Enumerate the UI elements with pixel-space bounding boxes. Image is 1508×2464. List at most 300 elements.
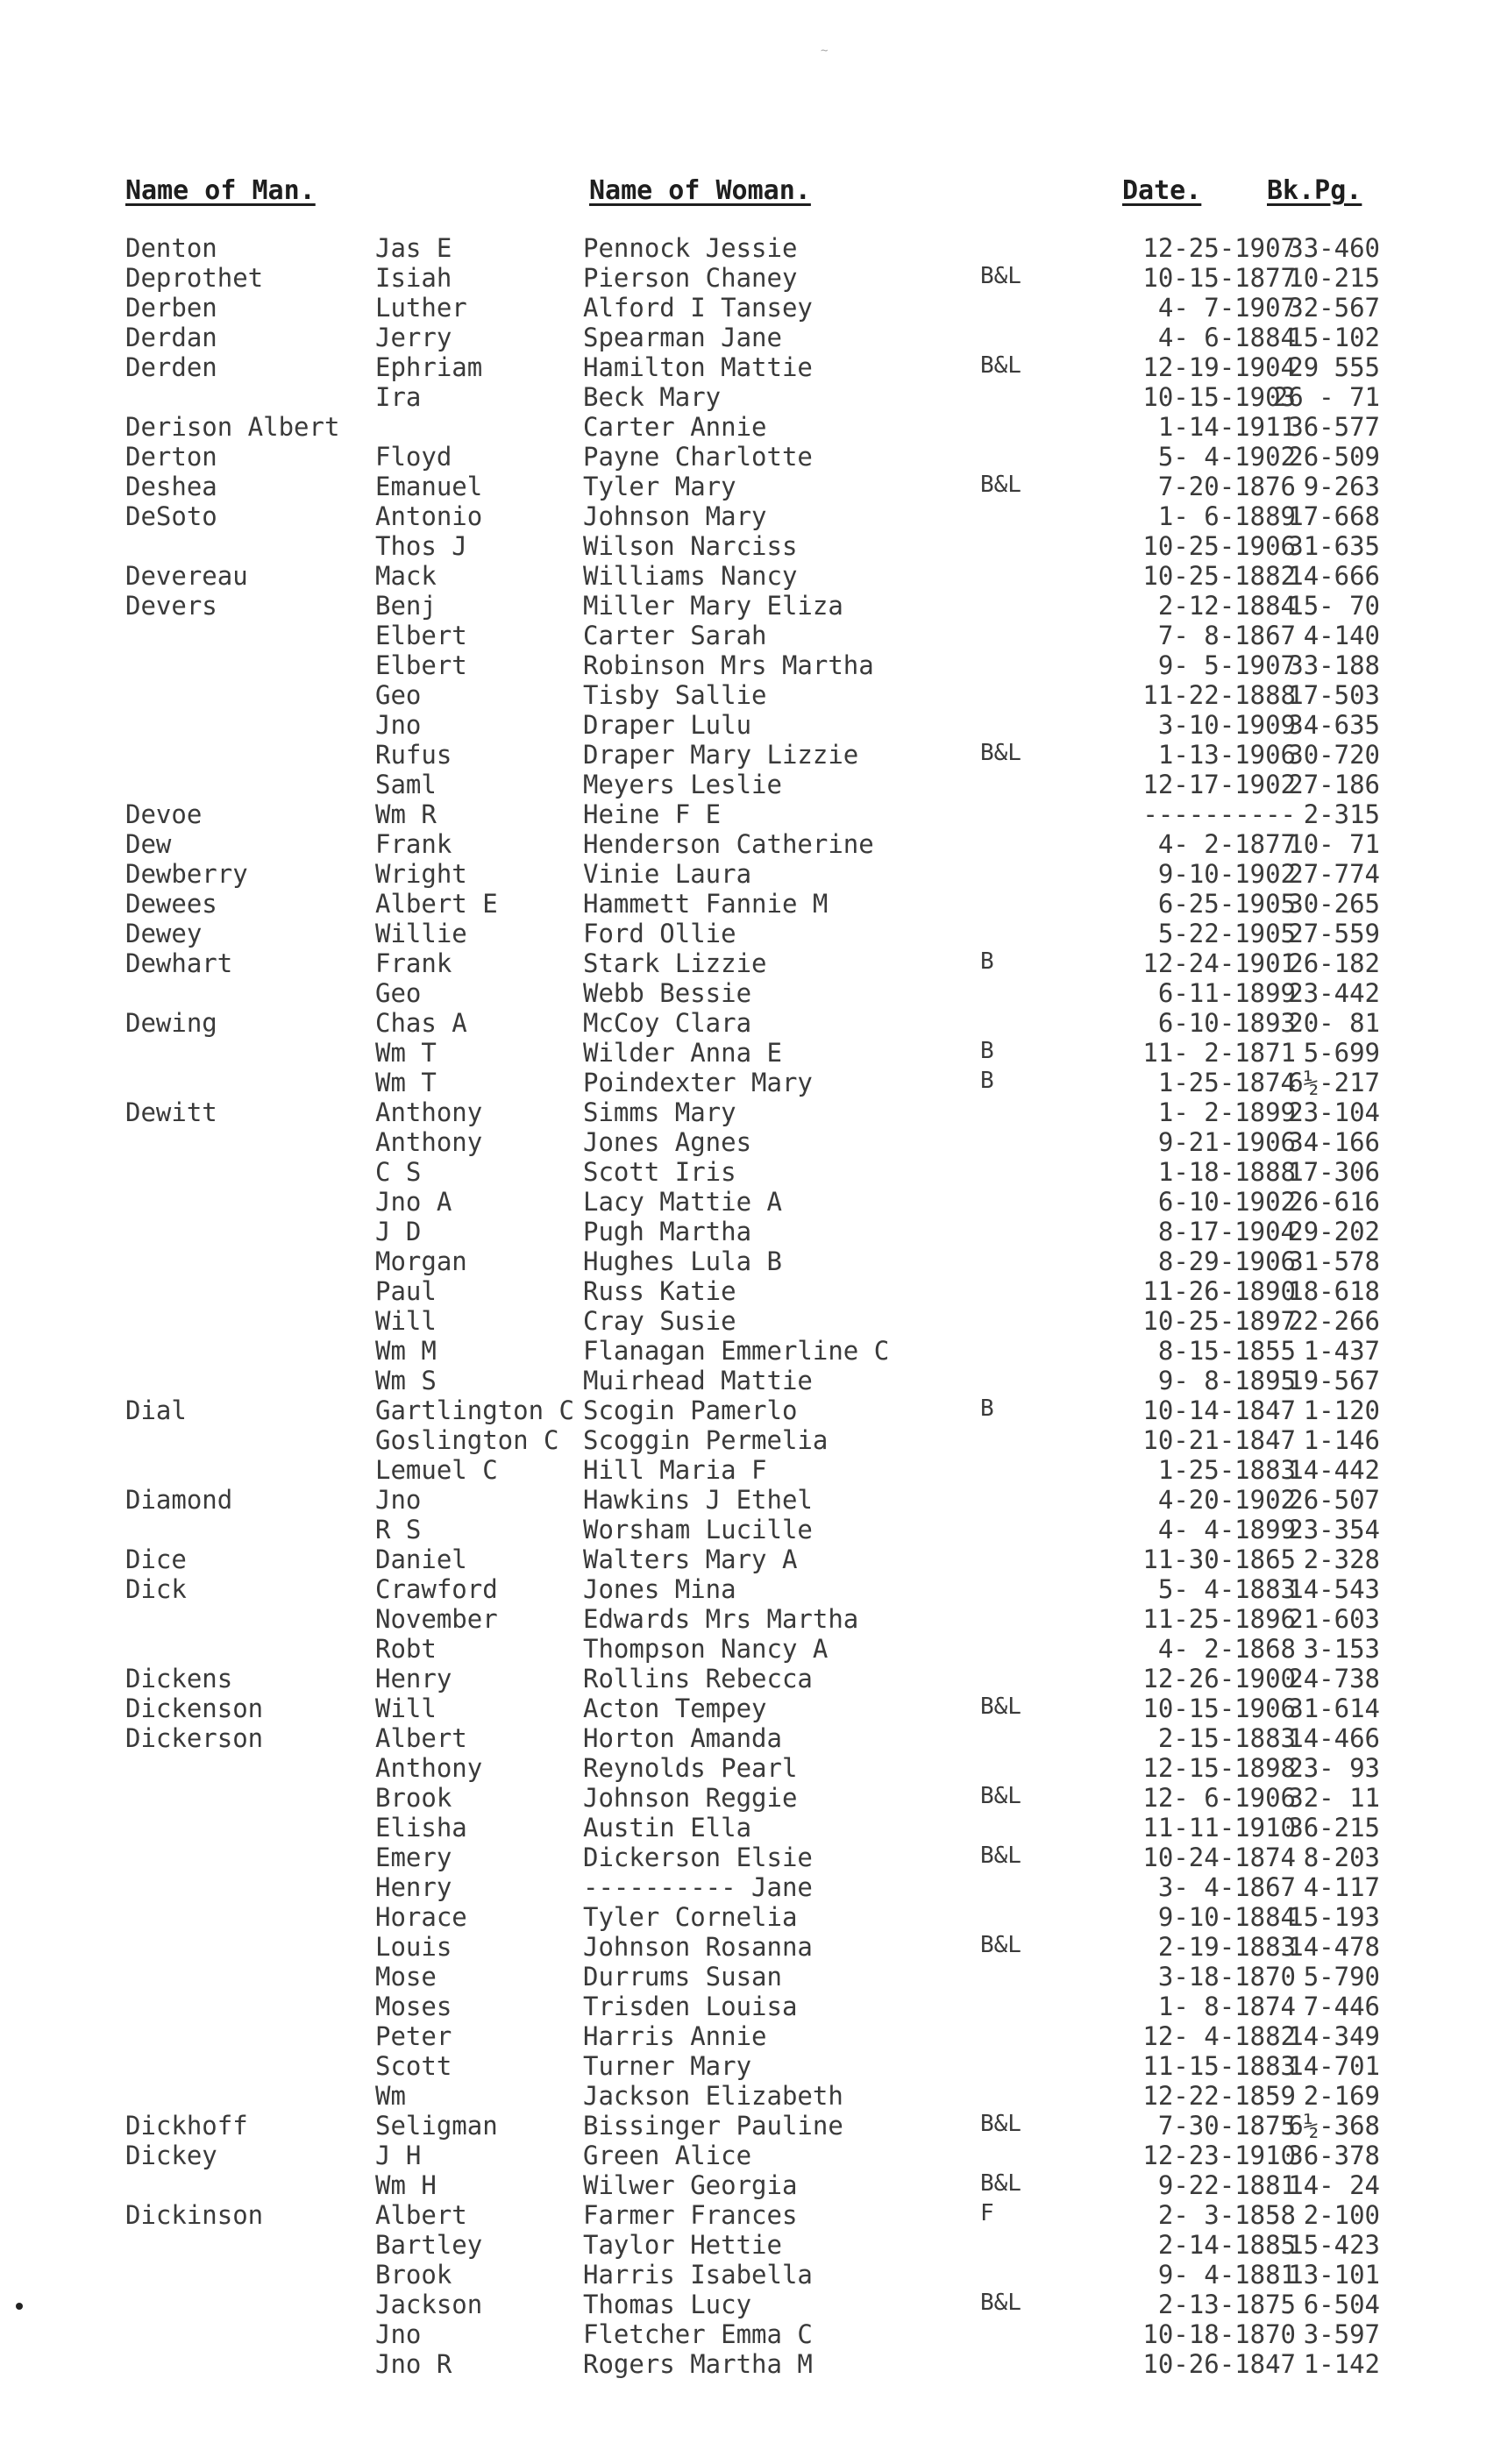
table-row <box>0 591 1508 621</box>
marriage-date: 1-13-1906 <box>1157 740 1296 770</box>
man-given-name: Jno <box>375 710 422 740</box>
woman-name: Walters Mary A <box>583 1544 798 1574</box>
marriage-date: 8-15-1855 <box>1157 1336 1296 1366</box>
man-surname: Derison Albert <box>125 412 340 442</box>
woman-name: Hill Maria F <box>583 1455 767 1485</box>
table-row <box>0 1664 1508 1694</box>
marriage-date: 10-25-1906 <box>1142 531 1296 561</box>
man-given-name: Albert <box>375 2200 467 2230</box>
man-surname: Derdan <box>125 323 217 352</box>
woman-name: Payne Charlotte <box>583 442 813 472</box>
book-page: 26-182 <box>1288 948 1380 978</box>
man-given-name: Isiah <box>375 263 452 293</box>
woman-name: Johnson Mary <box>583 501 767 531</box>
woman-name: Scott Iris <box>583 1157 736 1187</box>
book-page: 24-738 <box>1288 1664 1380 1694</box>
man-surname: Dickinson <box>125 2200 264 2230</box>
man-surname: Diamond <box>125 1485 233 1515</box>
woman-name: Turner Mary <box>583 2051 752 2081</box>
book-page: 14-666 <box>1288 561 1380 591</box>
book-page: 9-263 <box>1303 472 1380 501</box>
top-mark: ~ <box>821 44 829 58</box>
license-mark: B&L <box>980 1843 1021 1869</box>
man-given-name: J D <box>375 1217 422 1246</box>
table-row <box>0 1515 1508 1544</box>
man-surname: Derton <box>125 442 217 472</box>
book-page: 21-603 <box>1288 1604 1380 1634</box>
table-row <box>0 382 1508 412</box>
book-page: 26-509 <box>1288 442 1380 472</box>
woman-name: Bissinger Pauline <box>583 2111 843 2141</box>
marriage-date: 10-25-1882 <box>1142 561 1296 591</box>
man-surname: Dickens <box>125 1664 233 1694</box>
book-page: 14-543 <box>1288 1574 1380 1604</box>
table-row <box>0 1723 1508 1753</box>
man-surname: Dewing <box>125 1008 217 1038</box>
man-given-name: Luther <box>375 293 467 323</box>
table-row <box>0 829 1508 859</box>
woman-name: Dickerson Elsie <box>583 1843 813 1872</box>
book-page: 31-614 <box>1288 1694 1380 1723</box>
table-row <box>0 1306 1508 1336</box>
woman-name: Wilson Narciss <box>583 531 798 561</box>
book-page: 36-215 <box>1288 1813 1380 1843</box>
woman-name: Scoggin Permelia <box>583 1425 829 1455</box>
man-given-name: Wm M <box>375 1336 437 1366</box>
man-given-name: Antonio <box>375 501 483 531</box>
license-mark: B&L <box>980 472 1021 498</box>
table-row <box>0 1127 1508 1157</box>
man-surname: Derben <box>125 293 217 323</box>
book-page: 27-774 <box>1288 859 1380 889</box>
book-page: 30-265 <box>1288 889 1380 919</box>
table-row <box>0 412 1508 442</box>
marriage-date: 6-11-1899 <box>1157 978 1296 1008</box>
marriage-date: ---------- <box>1142 799 1296 829</box>
table-row <box>0 323 1508 352</box>
marriage-date: 5-22-1905 <box>1157 919 1296 948</box>
table-row <box>0 889 1508 919</box>
woman-name: Fletcher Emma C <box>583 2319 813 2349</box>
book-page: 29-202 <box>1288 1217 1380 1246</box>
book-page: 1-120 <box>1303 1395 1380 1425</box>
man-given-name: Willie <box>375 919 467 948</box>
table-row <box>0 561 1508 591</box>
woman-name: Simms Mary <box>583 1097 736 1127</box>
marriage-date: 11-15-1883 <box>1142 2051 1296 2081</box>
woman-name: Ford Ollie <box>583 919 736 948</box>
marriage-date: 10-21-1847 <box>1142 1425 1296 1455</box>
man-given-name: Jno <box>375 2319 422 2349</box>
woman-name: Wilwer Georgia <box>583 2170 798 2200</box>
man-given-name: Albert <box>375 1723 467 1753</box>
table-row <box>0 650 1508 680</box>
book-page: 15-423 <box>1288 2230 1380 2260</box>
book-page: 15-102 <box>1288 323 1380 352</box>
book-page: 31-635 <box>1288 531 1380 561</box>
table-row <box>0 2290 1508 2319</box>
book-page: 14-478 <box>1288 1932 1380 1962</box>
woman-name: ---------- Jane <box>583 1872 813 1902</box>
woman-name: Thompson Nancy A <box>583 1634 829 1664</box>
woman-name: Edwards Mrs Martha <box>583 1604 859 1634</box>
header-name-of-woman: Name of Woman. <box>589 175 811 206</box>
book-page: 5-790 <box>1303 1962 1380 1992</box>
woman-name: Jones Mina <box>583 1574 736 1604</box>
man-given-name: Will <box>375 1306 437 1336</box>
book-page: 23-442 <box>1288 978 1380 1008</box>
man-surname: Dickey <box>125 2141 217 2170</box>
woman-name: Draper Mary Lizzie <box>583 740 859 770</box>
license-mark: B <box>980 1068 994 1094</box>
marriage-date: 7- 8-1867 <box>1157 621 1296 650</box>
table-row <box>0 2260 1508 2290</box>
book-page: 4-140 <box>1303 621 1380 650</box>
table-row <box>0 740 1508 770</box>
woman-name: Poindexter Mary <box>583 1068 813 1097</box>
table-row <box>0 2111 1508 2141</box>
book-page: 26 - 71 <box>1272 382 1380 412</box>
marriage-date: 9- 8-1895 <box>1157 1366 1296 1395</box>
woman-name: Durrums Susan <box>583 1962 782 1992</box>
man-given-name: R S <box>375 1515 422 1544</box>
woman-name: Tisby Sallie <box>583 680 767 710</box>
marriage-date: 2-13-1875 <box>1157 2290 1296 2319</box>
marriage-date: 1-25-1874 <box>1157 1068 1296 1097</box>
man-surname: Dick <box>125 1574 187 1604</box>
marriage-date: 1- 6-1889 <box>1157 501 1296 531</box>
book-page: 1-142 <box>1303 2349 1380 2379</box>
man-given-name: Henry <box>375 1664 452 1694</box>
woman-name: Heine F E <box>583 799 722 829</box>
table-row <box>0 1395 1508 1425</box>
table-row <box>0 352 1508 382</box>
woman-name: Vinie Laura <box>583 859 752 889</box>
woman-name: Rollins Rebecca <box>583 1664 813 1694</box>
woman-name: Flanagan Emmerline C <box>583 1336 890 1366</box>
man-given-name: Peter <box>375 2021 452 2051</box>
book-page: 6½-368 <box>1288 2111 1380 2141</box>
man-given-name: Jno <box>375 1485 422 1515</box>
table-row <box>0 2230 1508 2260</box>
man-surname: Dickenson <box>125 1694 264 1723</box>
woman-name: Hamilton Mattie <box>583 352 813 382</box>
man-given-name: Wm T <box>375 1038 437 1068</box>
table-row <box>0 2081 1508 2111</box>
marriage-date: 9-22-1881 <box>1157 2170 1296 2200</box>
marriage-date: 12-15-1898 <box>1142 1753 1296 1783</box>
table-row <box>0 1902 1508 1932</box>
woman-name: Austin Ella <box>583 1813 752 1843</box>
book-page: 32- 11 <box>1288 1783 1380 1813</box>
woman-name: Hammett Fannie M <box>583 889 829 919</box>
table-row <box>0 978 1508 1008</box>
marriage-date: 7-30-1875 <box>1157 2111 1296 2141</box>
woman-name: Draper Lulu <box>583 710 752 740</box>
man-given-name: Floyd <box>375 442 452 472</box>
table-row <box>0 1008 1508 1038</box>
book-page: 33-460 <box>1288 233 1380 263</box>
table-row <box>0 2200 1508 2230</box>
marriage-date: 4- 6-1884 <box>1157 323 1296 352</box>
table-row <box>0 1276 1508 1306</box>
marriage-date: 6-10-1893 <box>1157 1008 1296 1038</box>
marriage-date: 11-11-1910 <box>1142 1813 1296 1843</box>
man-surname: Dewhart <box>125 948 233 978</box>
woman-name: Jackson Elizabeth <box>583 2081 843 2111</box>
book-page: 34-166 <box>1288 1127 1380 1157</box>
license-mark: B&L <box>980 2170 1021 2197</box>
man-given-name: Brook <box>375 1783 452 1813</box>
table-row <box>0 1485 1508 1515</box>
man-given-name: Jackson <box>375 2290 483 2319</box>
table-row <box>0 2319 1508 2349</box>
woman-name: Rogers Martha M <box>583 2349 813 2379</box>
man-given-name: Anthony <box>375 1097 483 1127</box>
man-given-name: Saml <box>375 770 437 799</box>
license-mark: B&L <box>980 1694 1021 1720</box>
book-page: 2-315 <box>1303 799 1380 829</box>
man-given-name: Ira <box>375 382 422 412</box>
man-given-name: Emanuel <box>375 472 483 501</box>
marriage-date: 9- 4-1881 <box>1157 2260 1296 2290</box>
marriage-date: 7-20-1876 <box>1157 472 1296 501</box>
woman-name: Worsham Lucille <box>583 1515 813 1544</box>
marriage-date: 12-17-1902 <box>1142 770 1296 799</box>
man-given-name: Brook <box>375 2260 452 2290</box>
book-page: 14-442 <box>1288 1455 1380 1485</box>
table-row <box>0 501 1508 531</box>
man-given-name: Moses <box>375 1992 452 2021</box>
marriage-date: 12-19-1904 <box>1142 352 1296 382</box>
license-mark: B <box>980 1038 994 1064</box>
man-surname: Dewees <box>125 889 217 919</box>
book-page: 22-266 <box>1288 1306 1380 1336</box>
book-page: 29 555 <box>1288 352 1380 382</box>
table-row <box>0 2051 1508 2081</box>
table-row <box>0 680 1508 710</box>
man-given-name: Horace <box>375 1902 467 1932</box>
man-given-name: Scott <box>375 2051 452 2081</box>
book-page: 14- 24 <box>1288 2170 1380 2200</box>
man-given-name: Jno A <box>375 1187 452 1217</box>
man-given-name: Benj <box>375 591 437 621</box>
marriage-date: 10-15-1903 <box>1142 382 1296 412</box>
license-mark: B&L <box>980 2290 1021 2316</box>
book-page: 23-354 <box>1288 1515 1380 1544</box>
marriage-date: 1- 2-1899 <box>1157 1097 1296 1127</box>
marriage-date: 10-15-1906 <box>1142 1694 1296 1723</box>
woman-name: Spearman Jane <box>583 323 782 352</box>
table-row <box>0 1455 1508 1485</box>
marriage-date: 2-14-1885 <box>1157 2230 1296 2260</box>
man-surname: Denton <box>125 233 217 263</box>
marriage-date: 12- 4-1882 <box>1142 2021 1296 2051</box>
table-row <box>0 1872 1508 1902</box>
marriage-date: 5- 4-1883 <box>1157 1574 1296 1604</box>
book-page: 19-567 <box>1288 1366 1380 1395</box>
marriage-date: 11-22-1888 <box>1142 680 1296 710</box>
man-given-name: Will <box>375 1694 437 1723</box>
man-given-name: Anthony <box>375 1127 483 1157</box>
man-given-name: Wright <box>375 859 467 889</box>
table-row <box>0 293 1508 323</box>
woman-name: Harris Isabella <box>583 2260 813 2290</box>
man-given-name: Geo <box>375 680 422 710</box>
table-row <box>0 1187 1508 1217</box>
woman-name: Lacy Mattie A <box>583 1187 782 1217</box>
man-given-name: Paul <box>375 1276 437 1306</box>
man-given-name: Goslington C <box>375 1425 559 1455</box>
man-given-name: Jas E <box>375 233 452 263</box>
license-mark: F <box>980 2200 994 2226</box>
table-row <box>0 472 1508 501</box>
man-given-name: Mose <box>375 1962 437 1992</box>
man-given-name: Daniel <box>375 1544 467 1574</box>
woman-name: Pierson Chaney <box>583 263 798 293</box>
man-given-name: Morgan <box>375 1246 467 1276</box>
table-row <box>0 1783 1508 1813</box>
book-page: 23-104 <box>1288 1097 1380 1127</box>
book-page: 27-559 <box>1288 919 1380 948</box>
marriage-date: 9- 5-1907 <box>1157 650 1296 680</box>
book-page: 36-577 <box>1288 412 1380 442</box>
table-row <box>0 919 1508 948</box>
marriage-date: 3-10-1909 <box>1157 710 1296 740</box>
man-surname: Deprothet <box>125 263 264 293</box>
marriage-date: 11-30-1865 <box>1142 1544 1296 1574</box>
book-page: 18-618 <box>1288 1276 1380 1306</box>
license-mark: B&L <box>980 263 1021 289</box>
table-row <box>0 2170 1508 2200</box>
book-page: 32-567 <box>1288 293 1380 323</box>
woman-name: Carter Annie <box>583 412 767 442</box>
table-row <box>0 1753 1508 1783</box>
table-row <box>0 233 1508 263</box>
table-row <box>0 2141 1508 2170</box>
man-given-name: Wm T <box>375 1068 437 1097</box>
table-row <box>0 799 1508 829</box>
book-page: 31-578 <box>1288 1246 1380 1276</box>
marriage-date: 4- 2-1877 <box>1157 829 1296 859</box>
man-given-name: Wm H <box>375 2170 437 2200</box>
book-page: 36-378 <box>1288 2141 1380 2170</box>
license-mark: B <box>980 1395 994 1422</box>
column-headers <box>0 175 1508 210</box>
woman-name: Hawkins J Ethel <box>583 1485 813 1515</box>
marriage-date: 6-25-1905 <box>1157 889 1296 919</box>
header-date: Date. <box>1122 175 1202 206</box>
woman-name: Robinson Mrs Martha <box>583 650 874 680</box>
man-surname: DeSoto <box>125 501 217 531</box>
man-surname: Derden <box>125 352 217 382</box>
man-given-name: Gartlington C <box>375 1395 574 1425</box>
license-mark: B&L <box>980 740 1021 766</box>
book-page: 13-101 <box>1288 2260 1380 2290</box>
license-mark: B&L <box>980 1932 1021 1958</box>
man-given-name: Frank <box>375 829 452 859</box>
marriage-date: 3- 4-1867 <box>1157 1872 1296 1902</box>
book-page: 26-507 <box>1288 1485 1380 1515</box>
woman-name: Harris Annie <box>583 2021 767 2051</box>
woman-name: Scogin Pamerlo <box>583 1395 798 1425</box>
woman-name: Hughes Lula B <box>583 1246 782 1276</box>
book-page: 6½-217 <box>1288 1068 1380 1097</box>
book-page: 3-153 <box>1303 1634 1380 1664</box>
woman-name: Meyers Leslie <box>583 770 782 799</box>
marriage-date: 2-15-1883 <box>1157 1723 1296 1753</box>
man-given-name: Elbert <box>375 621 467 650</box>
table-row <box>0 2349 1508 2379</box>
man-surname: Devers <box>125 591 217 621</box>
man-given-name: Crawford <box>375 1574 498 1604</box>
woman-name: Beck Mary <box>583 382 722 412</box>
marriage-date: 2-19-1883 <box>1157 1932 1296 1962</box>
woman-name: Alford I Tansey <box>583 293 813 323</box>
woman-name: Stark Lizzie <box>583 948 767 978</box>
man-surname: Dewey <box>125 919 203 948</box>
table-row <box>0 1694 1508 1723</box>
woman-name: Williams Nancy <box>583 561 798 591</box>
marriage-date: 12-23-1910 <box>1142 2141 1296 2170</box>
marriage-date: 4- 2-1868 <box>1157 1634 1296 1664</box>
book-page: 14-701 <box>1288 2051 1380 2081</box>
man-given-name: Albert E <box>375 889 498 919</box>
book-page: 2-169 <box>1303 2081 1380 2111</box>
woman-name: Henderson Catherine <box>583 829 874 859</box>
man-given-name: Rufus <box>375 740 452 770</box>
man-given-name: Emery <box>375 1843 452 1872</box>
man-given-name: Ephriam <box>375 352 483 382</box>
book-page: 10- 71 <box>1288 829 1380 859</box>
woman-name: Pennock Jessie <box>583 233 798 263</box>
man-given-name: J H <box>375 2141 422 2170</box>
woman-name: Thomas Lucy <box>583 2290 752 2319</box>
woman-name: Tyler Mary <box>583 472 736 501</box>
table-row <box>0 1604 1508 1634</box>
table-row <box>0 263 1508 293</box>
man-given-name: Jno R <box>375 2349 452 2379</box>
woman-name: Webb Bessie <box>583 978 752 1008</box>
marriage-date: 11-26-1890 <box>1142 1276 1296 1306</box>
table-row <box>0 770 1508 799</box>
marriage-date: 12-24-1901 <box>1142 948 1296 978</box>
book-page: 17-503 <box>1288 680 1380 710</box>
man-given-name: Elbert <box>375 650 467 680</box>
marriage-date: 12-26-1900 <box>1142 1664 1296 1694</box>
table-row <box>0 1425 1508 1455</box>
book-page: 15- 70 <box>1288 591 1380 621</box>
marriage-date: 9-10-1884 <box>1157 1902 1296 1932</box>
marriage-date: 10-25-1897 <box>1142 1306 1296 1336</box>
book-page: 6-504 <box>1303 2290 1380 2319</box>
marriage-date: 10-14-1847 <box>1142 1395 1296 1425</box>
book-page: 14-349 <box>1288 2021 1380 2051</box>
license-mark: B&L <box>980 2111 1021 2137</box>
woman-name: Johnson Rosanna <box>583 1932 813 1962</box>
man-given-name: November <box>375 1604 498 1634</box>
license-mark: B&L <box>980 1783 1021 1809</box>
man-given-name: Elisha <box>375 1813 467 1843</box>
table-row <box>0 442 1508 472</box>
book-page: 34-635 <box>1288 710 1380 740</box>
book-page: 15-193 <box>1288 1902 1380 1932</box>
marriage-date: 11- 2-1871 <box>1142 1038 1296 1068</box>
man-surname: Dewberry <box>125 859 248 889</box>
table-row <box>0 1157 1508 1187</box>
man-given-name: Henry <box>375 1872 452 1902</box>
man-given-name: Lemuel C <box>375 1455 498 1485</box>
